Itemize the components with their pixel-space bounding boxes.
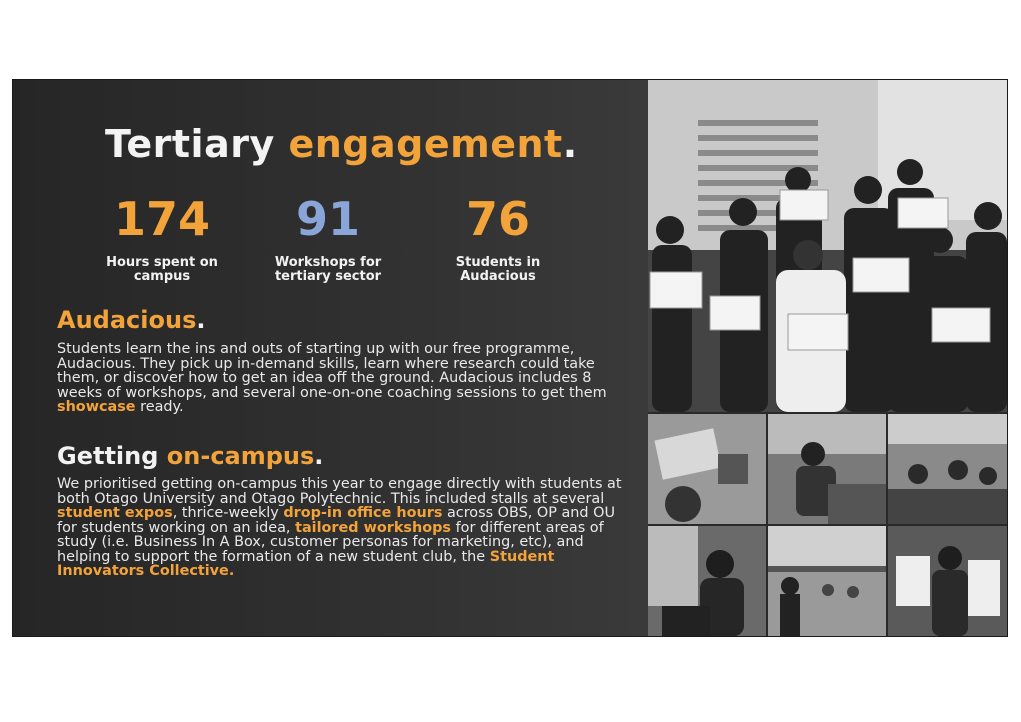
photo-stall	[888, 526, 1007, 636]
campus-heading: Getting on-campus.	[57, 442, 324, 470]
photo-workshop	[768, 414, 886, 524]
campus-body: We prioritised getting on-campus this year to engage directly with students at both Otago University and Otago Polytechnic. This included stalls at several student expos, thrice-weekly drop-in office hours across OBS, OP and OU for students working on an idea, tailored workshops for different areas of study (i.e. Business In A Box, customer personas for marketing, etc), and helping to support the formation of a new student club, the Student Innovators Collective.	[57, 476, 622, 579]
page-title: Tertiary engagement.	[105, 122, 578, 166]
stat-workshops-value: 91	[295, 192, 360, 246]
photo-presenter	[648, 526, 766, 636]
photo-desk	[648, 414, 766, 524]
title-accent: engagement	[288, 122, 563, 166]
stat-students-label: Students in Audacious	[455, 255, 541, 284]
slide	[13, 80, 1007, 636]
audacious-heading: Audacious.	[57, 306, 206, 334]
group-photo	[648, 80, 1007, 412]
stat-hours-label: Hours spent on campus	[106, 255, 218, 284]
photo-hall	[768, 526, 886, 636]
text-panel	[13, 80, 648, 636]
photo-expo	[888, 414, 1007, 524]
stat-students-value: 76	[465, 192, 530, 246]
audacious-body: Students learn the ins and outs of starting up with our free programme, Audacious. They pick up in-demand skills, learn where research could take them, or discover how to get an idea off the ground. Audacious includes 8 weeks of workshops, and several one-on-one coaching sessions to get them showcase ready.	[57, 341, 607, 415]
stat-hours-value: 174	[113, 192, 211, 246]
stat-workshops-label: Workshops for tertiary sector	[274, 255, 382, 284]
